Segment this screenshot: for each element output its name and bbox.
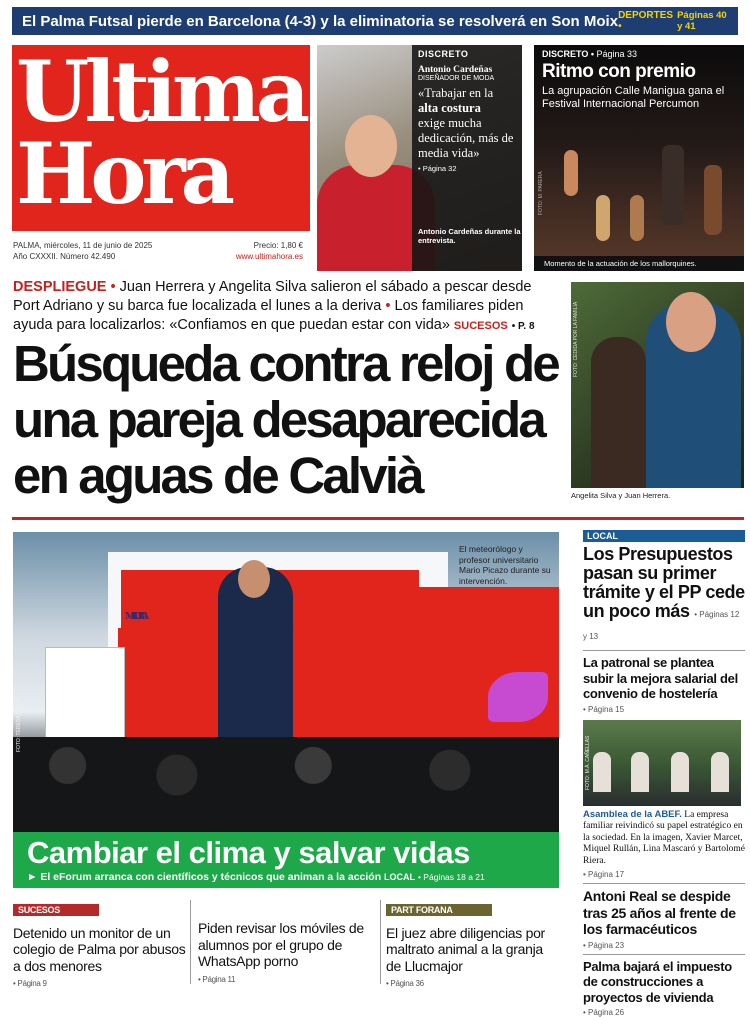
- bullet-dot: •: [110, 279, 116, 295]
- abef-text: [583, 809, 745, 868]
- eforum-sub-text: El eForum arranca con científicos y técnicos que animan a la acción: [40, 871, 382, 883]
- kicker-text: DISCRETO •: [542, 49, 594, 59]
- dancer-figure: [630, 195, 644, 241]
- impuesto-page: • Página 26: [583, 1008, 625, 1017]
- promo-headline: Ritmo con premio: [542, 61, 696, 82]
- eforum-photo[interactable]: [13, 532, 559, 832]
- promo-page: • Página 32: [418, 164, 457, 173]
- promo-quote: [418, 86, 516, 161]
- brief-page: • Página 9: [13, 979, 47, 988]
- abef-photo: [583, 720, 741, 806]
- sponsor-logo: MALLORCA: [121, 570, 419, 756]
- section-tag: LOCAL: [583, 530, 745, 542]
- woman-figure: [591, 337, 646, 488]
- brief-headline: Piden revisar los móviles de alumnos por el grupo de WhatsApp porno: [198, 920, 364, 969]
- photo-subject-head: [345, 115, 397, 177]
- date: PALMA, miércoles, 11 de junio de 2025: [13, 241, 153, 250]
- person-figure: [631, 752, 649, 792]
- price: Precio: 1,80 €: [253, 241, 303, 250]
- man-face: [666, 292, 716, 352]
- promo-caption: Momento de la actuación de los mallorquines.: [534, 256, 744, 271]
- dancer-figure: [662, 145, 684, 225]
- section-tag: PART FORANA: [386, 904, 492, 916]
- dateline: [13, 240, 303, 262]
- quote-rest: exige mucha dedicación, más de media vida»: [418, 116, 514, 160]
- budget-headline-text: Los Presupuestos pasan su primer trámite y el PP cede un poco más: [583, 544, 745, 621]
- hosteleria-headline[interactable]: La patronal se plantea subir la mejora salarial del convenio de hostelería: [583, 655, 738, 701]
- interviewee-name: Antonio Cardeñas: [418, 65, 493, 75]
- promo-page: Página 33: [596, 49, 638, 59]
- photo-credit: FOTO: CEDIDA POR LA FAMILIA: [573, 301, 579, 377]
- eforum-subhead: [13, 871, 559, 883]
- divider: [583, 650, 745, 651]
- bullet-dot: •: [385, 298, 391, 314]
- column-divider: [190, 900, 191, 984]
- promo-kicker: [534, 45, 744, 59]
- brief-sucesos[interactable]: [13, 900, 188, 993]
- lead-text-1: Juan Herrera y Angelita Silva salieron el sábado a pescar desde Port Adriano y su barca fue localizada el lunes a la deriva: [13, 279, 532, 314]
- promo-subhead: La agrupación Calle Manigua gana el Festival Internacional Percumon: [542, 85, 725, 110]
- lead-page: • P. 8: [511, 321, 535, 332]
- photo-credit: FOTO: M.À. CAÑELLAS: [585, 735, 591, 790]
- lead-section: SUCESOS: [453, 320, 508, 332]
- lead-headline[interactable]: Búsqueda contra reloj de una pareja desaparecida en aguas de Calvià: [13, 335, 558, 504]
- eforum-banner[interactable]: [13, 832, 559, 888]
- top-banner-section: DEPORTES •: [618, 10, 674, 32]
- person-figure: [711, 752, 729, 792]
- divider: [583, 883, 745, 884]
- lead-kicker: DESPLIEGUE: [13, 279, 107, 295]
- issue-number: Año CXXXII. Número 42.490: [13, 252, 116, 261]
- promo-interview[interactable]: [317, 45, 522, 271]
- promo-caption: Antonio Cardeñas durante la entrevista.: [418, 227, 521, 245]
- farmaceuticos-page: • Página 23: [583, 940, 625, 950]
- logo-line-2: Hora: [16, 124, 231, 223]
- top-banner[interactable]: [12, 7, 738, 35]
- photo-note: El meteorólogo y profesor universitario Mario Picazo durante su intervención.: [459, 544, 551, 586]
- farmaceuticos-headline[interactable]: Antoni Real se despide tras 25 años al frente de los farmacéuticos: [583, 888, 736, 937]
- eforum-section: LOCAL: [384, 872, 416, 882]
- abef-kicker: Asamblea de la ABEF.: [583, 808, 682, 820]
- promo-kicker: DISCRETO: [418, 49, 469, 59]
- hosteleria-page: • Página 15: [583, 704, 625, 714]
- couple-photo: [571, 282, 744, 488]
- interviewee-role: DISEÑADOR DE MODA: [418, 75, 495, 82]
- website-link[interactable]: www.ultimahora.es: [235, 252, 303, 261]
- logo-line-1: Ultima: [16, 42, 306, 141]
- eforum-headline: Cambiar el clima y salvar vidas: [27, 835, 470, 870]
- couple-caption: Angelita Silva y Juan Herrera.: [571, 491, 671, 500]
- brief-headline: Detenido un monitor de un colegio de Palma por abusos a dos menores: [13, 924, 186, 974]
- impuesto-headline[interactable]: Palma bajará el impuesto de construcciones a proyectos de vivienda: [583, 958, 732, 1005]
- lead-text-2: Los familiares piden ayuda para localizarlos: «Confiamos en que puedan estar con vida»: [13, 298, 524, 333]
- lead-summary: [13, 278, 548, 336]
- audience: [13, 737, 559, 832]
- promo-interview-panel: [412, 45, 522, 271]
- top-banner-pages: Páginas 40 y 41: [677, 10, 727, 32]
- brief-whatsapp[interactable]: [198, 920, 378, 988]
- section-divider: [12, 517, 744, 520]
- brief-page: • Página 11: [198, 974, 236, 984]
- budget-page: • Páginas 12 y 13: [583, 610, 740, 641]
- speaker-head: [238, 560, 270, 598]
- right-column: [583, 530, 745, 1017]
- promo-music[interactable]: [534, 45, 744, 271]
- divider: [583, 954, 745, 955]
- arrow-icon: ►: [27, 871, 38, 883]
- top-banner-headline[interactable]: El Palma Futsal pierde en Barcelona (4-3) y la eliminatoria se resolverá en Son Moix: [22, 12, 619, 30]
- eforum-pages: • Páginas 18 a 21: [417, 872, 485, 882]
- brief-headline: El juez abre diligencias por maltrato animal a la granja de Llucmajor: [386, 924, 545, 974]
- person-figure: [671, 752, 689, 792]
- masthead-logo: [12, 42, 310, 231]
- budget-headline[interactable]: [583, 545, 745, 646]
- brief-part-forana[interactable]: [386, 900, 561, 993]
- butterfly-decoration: [488, 672, 548, 722]
- dancer-figure: [564, 150, 578, 196]
- column-divider: [380, 900, 381, 984]
- dancer-figure: [704, 165, 722, 235]
- quote-open: «Trabajar en la: [418, 86, 494, 100]
- abef-page: • Página 17: [583, 870, 625, 879]
- quote-bold: alta costura: [418, 101, 481, 115]
- abef-body: La empresa familiar reivindicó su papel estratégico en la sociedad. En la imagen, Xavier Marcet, Miquel Rullán, Lina Mascaró y Bartolomé Riera.: [583, 809, 745, 866]
- section-tag: SUCESOS: [13, 904, 99, 916]
- photo-credit: FOTO: M. PARERA: [538, 171, 544, 215]
- person-figure: [593, 752, 611, 792]
- dancer-figure: [596, 195, 610, 241]
- brief-page: • Página 36: [386, 979, 424, 988]
- photo-credit: FOTO: TERESA AYUGA: [16, 697, 22, 752]
